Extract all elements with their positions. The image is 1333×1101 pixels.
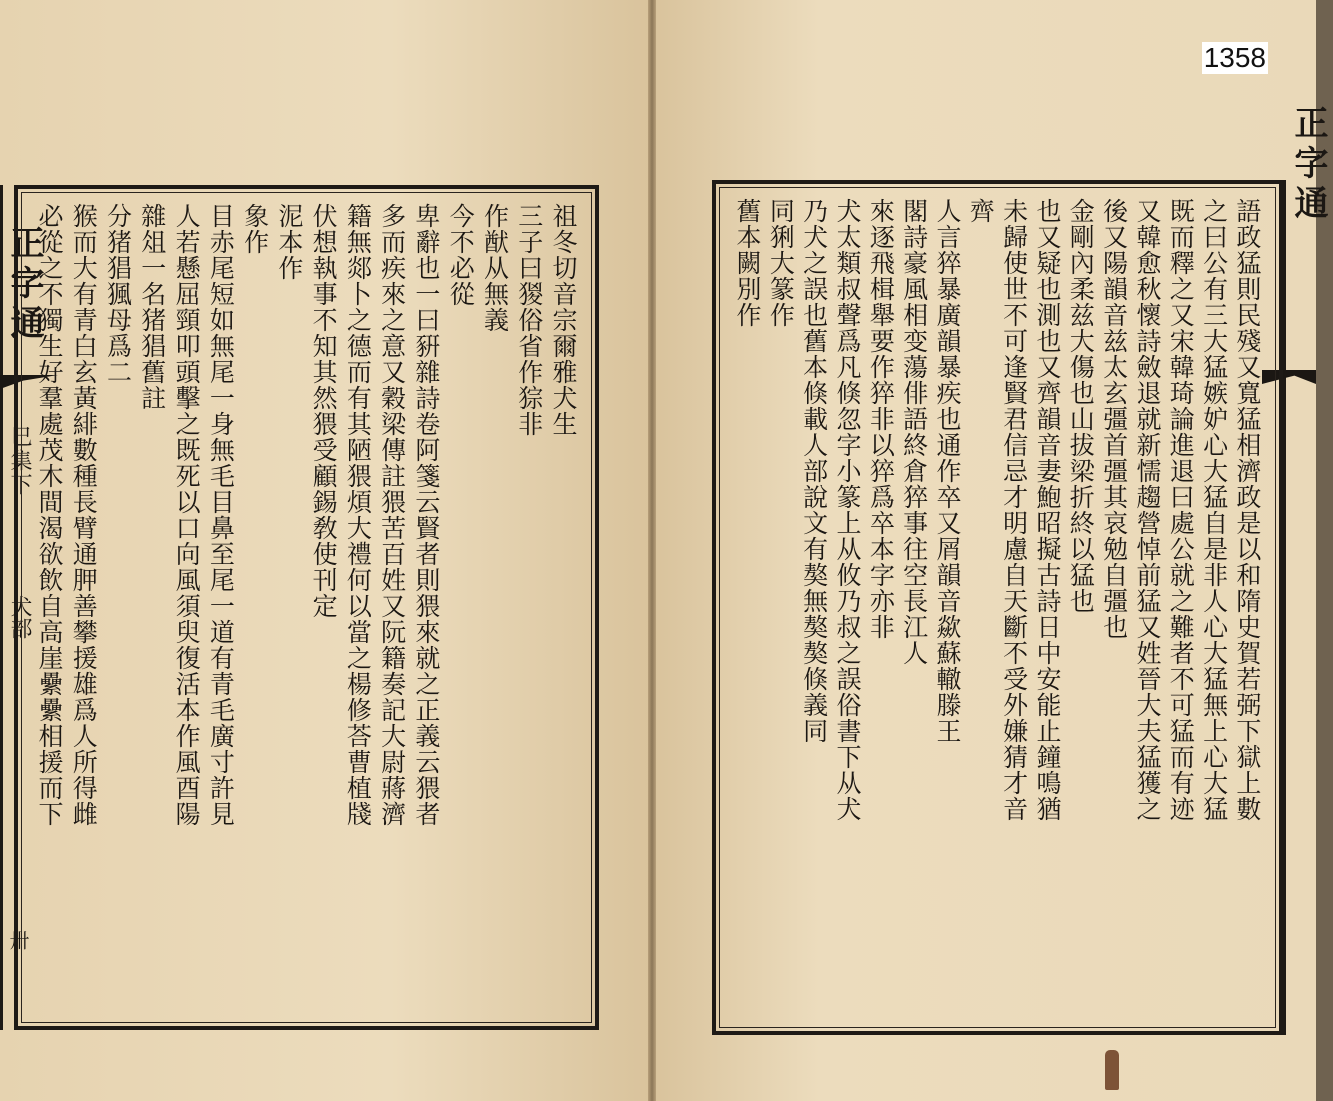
right-text-frame <box>712 180 1283 1035</box>
text-column: 乃犬之誤也舊本倏載人部說文有獒無獒獒倏義同 <box>799 198 829 744</box>
text-column: 來逐飛楫舉要作猝非以猝爲卒本字亦非 <box>866 198 896 640</box>
text-column: 金剛內柔兹大傷也山拔梁折終以猛也 <box>1066 198 1096 614</box>
text-column: 舊本闕別作 <box>733 198 762 328</box>
text-column: 作猷从無義 <box>480 203 510 333</box>
text-column: 犬太類叔聲爲凡倏忽字小篆上从攸乃叔之誤俗書下从犬 <box>832 198 862 822</box>
text-column: 猴而大有青白玄黃緋數種長臂通胛善攀援雄爲人所得雌 <box>69 203 99 827</box>
text-column: 同猁大篆作 <box>766 198 796 328</box>
right-text-columns <box>732 198 1263 1017</box>
text-column: 語政猛則民殘又寬猛相濟政是以和隋史賀若弼下獄上數 <box>1232 198 1262 822</box>
text-column: 人言猝暴廣韻暴疾也通作卒又屑韻音歘蘇轍滕王 <box>932 198 962 744</box>
text-column: 今不必從 <box>446 203 476 307</box>
text-column: 又韓愈秋懷詩斂退就新懦趨營悼前猛又姓晉大夫猛獲之 <box>1132 198 1162 822</box>
text-column: 分猪猖猦母爲二 <box>103 203 133 385</box>
text-column: 籍無郯卜之德而有其陋猥煩大禮何以當之楊修荅曹植牋 <box>343 203 373 827</box>
text-column: 齊 <box>966 198 996 224</box>
text-column: 卑辭也一曰豣雜詩卷阿箋云賢者則猥來就之正義云猥者 <box>411 203 441 827</box>
left-text-frame <box>14 185 599 1030</box>
text-column: 必從之不獨生好羣處茂木間渴欲飲自高崖纍纍相援而下 <box>35 203 64 827</box>
text-column: 後又陽韻音兹太玄彊首彊其哀勉自彊也 <box>1099 198 1129 640</box>
text-column: 閣詩豪風相变蕩俳語終倉猝事往空長江人 <box>899 198 929 666</box>
text-column: 人若懸屈頸叩頭擊之既死以口向風須臾復活本作風酉陽 <box>172 203 202 827</box>
text-column: 多而疾來之意又穀梁傳註猥苦百姓又阮籍奏記大尉蔣濟 <box>377 203 407 827</box>
scan-page-number: 1358 <box>1203 42 1266 73</box>
left-text-columns <box>34 203 579 1012</box>
right-margin-strip <box>1283 180 1316 1035</box>
text-column: 三子曰猣俗省作猔非 <box>514 203 544 437</box>
text-column: 目赤尾短如無尾一身無毛目鼻至尾一道有青毛廣寸許見 <box>206 203 236 827</box>
book-gutter <box>648 0 656 1101</box>
left-folio-number: 卅 <box>6 930 30 950</box>
text-column: 未歸使世不可逢賢君信忌才明慮自天斷不受外嫌猜才音 <box>999 198 1029 822</box>
text-column: 泥本作 <box>274 203 304 281</box>
text-column: 祖冬切音宗爾雅犬生 <box>548 203 578 437</box>
bookmark-ribbon <box>1105 1050 1119 1090</box>
text-column: 之曰公有三大猛嫉妒心大猛自是非人心大猛無上心大猛 <box>1199 198 1229 822</box>
right-page-title: 正字通 <box>1288 105 1328 225</box>
text-column: 既而釋之又宋韓琦論進退曰處公就之難者不可猛而有迹 <box>1166 198 1196 822</box>
text-column: 伏想執事不知其然猥受顧錫敎使刊定 <box>309 203 339 619</box>
text-column: 象作 <box>240 203 270 255</box>
text-column: 雜俎一名猪猖舊註 <box>137 203 167 411</box>
text-column: 也又疑也測也又齊韻音妻鮑昭擬古詩日中安能止鐘鳴猶 <box>1032 198 1062 822</box>
left-juan-label: 巳集下 <box>7 425 32 497</box>
left-radical-label: 犬部 <box>7 595 32 639</box>
left-page-title: 正字通 <box>4 225 44 345</box>
